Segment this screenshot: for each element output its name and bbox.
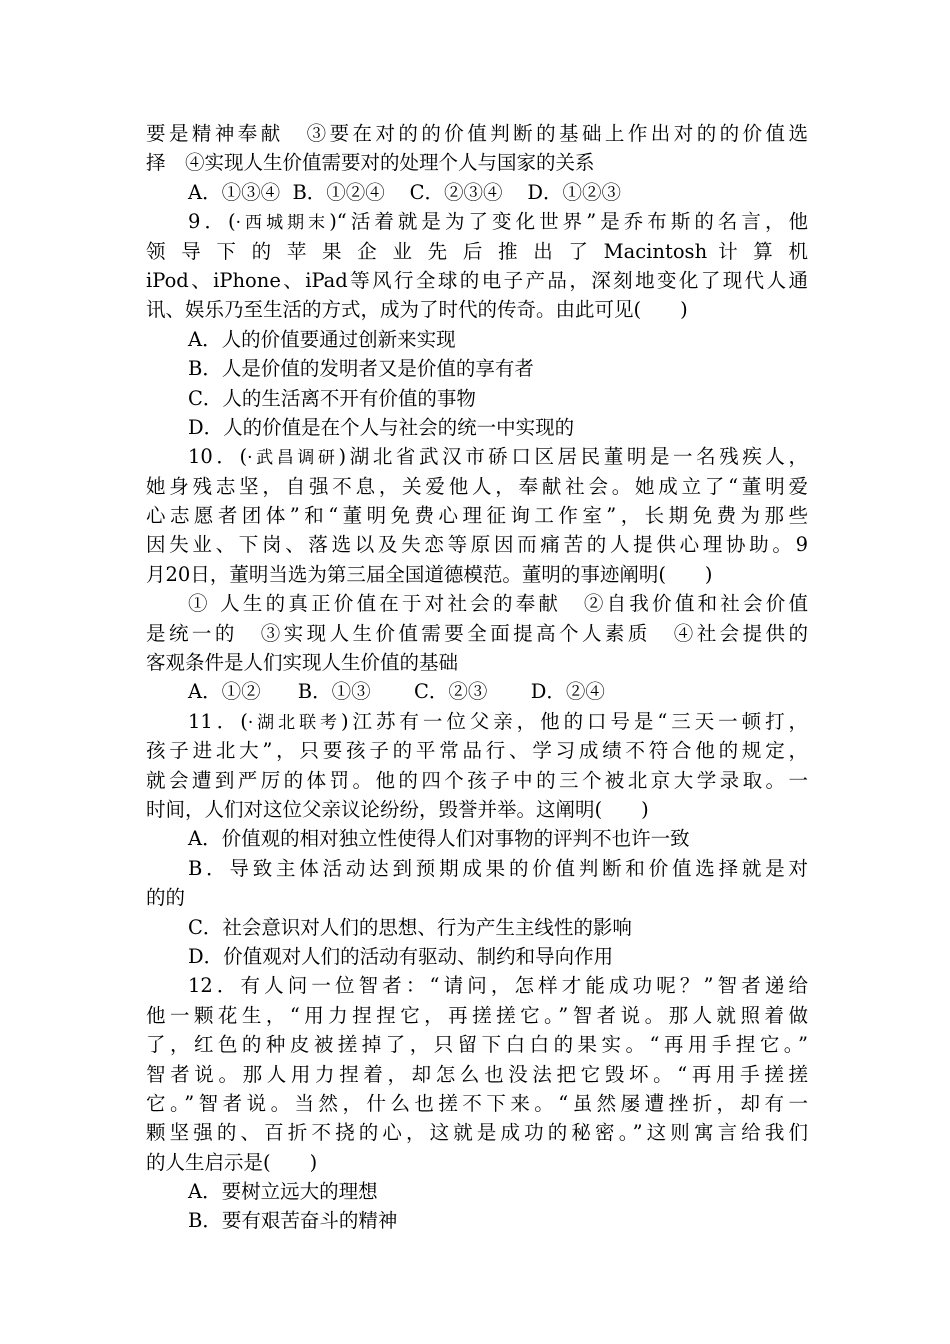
text-line: 12．有人问一位智者：“请问，怎样才能成功呢？”智者递给 xyxy=(188,974,808,998)
text-line: 它。”智者说。当然，什么也搓不下来。“虽然屡遭挫折，却有一 xyxy=(146,1091,808,1115)
text-line: B．导致主体活动达到预期成果的价值判断和价值选择就是对 xyxy=(188,856,808,880)
text-line: 择 ④实现人生价值需要对的处理个人与国家的关系 xyxy=(146,151,595,175)
text-line: iPod、iPhone、iPad等风行全球的电子产品，深刻地变化了现代人通 xyxy=(146,268,808,292)
text-line: ① 人生的真正价值在于对社会的奉献 ②自我价值和社会价值 xyxy=(188,592,808,616)
text-line: B．人是价值的发明者又是价值的享有者 xyxy=(188,357,534,381)
text-line: 她身残志坚，自强不息，关爱他人，奉献社会。她成立了“董明爱 xyxy=(146,474,808,498)
text-line: 心志愿者团体”和“董明免费心理征询工作室”，长期免费为那些 xyxy=(146,504,808,528)
text-line: D．价值观对人们的活动有驱动、制约和导向作用 xyxy=(188,944,614,968)
text-line: A．价值观的相对独立性使得人们对事物的评判不也许一致 xyxy=(188,827,690,851)
text-line: 就会遭到严厉的体罚。他的四个孩子中的三个被北京大学录取。一 xyxy=(146,768,808,792)
text-line: 颗坚强的、百折不挠的心，这就是成功的秘密。”这则寓言给我们 xyxy=(146,1121,808,1145)
text-line: B．要有艰苦奋斗的精神 xyxy=(188,1209,398,1233)
text-line: 时间，人们对这位父亲议论纷纷，毁誉并举。这阐明( ) xyxy=(146,797,649,821)
line-text: )“活着就是为了变化世界”是乔布斯的名言，他 xyxy=(329,210,809,234)
text-line: C．社会意识对人们的思想、行为产生主线性的影响 xyxy=(188,915,632,939)
text-line: C．人的生活离不开有价值的事物 xyxy=(188,386,476,410)
question-source: ·西城期末 xyxy=(235,213,330,234)
text-line: 的人生启示是( ) xyxy=(146,1150,318,1174)
question-number: 9．( xyxy=(188,210,236,234)
text-line: 孩子进北大”，只要孩子的平常品行、学习成绩不符合他的规定， xyxy=(146,739,808,763)
text-line xyxy=(146,207,808,236)
text-line: 因失业、下岗、落选以及失恋等原因而痛苦的人提供心理协助。9 xyxy=(146,533,808,557)
text-line: A．人的价值要通过创新来实现 xyxy=(188,327,456,351)
text-line: 月20日，董明当选为第三届全国道德模范。董明的事迹阐明( ) xyxy=(146,562,713,586)
text-line: 他一颗花生，“用力捏捏它，再搓搓它。”智者说。那人就照着做 xyxy=(146,1003,808,1027)
text-line: 要是精神奉献 ③要在对的的价值判断的基础上作出对的的价值选 xyxy=(146,122,808,145)
text-line: 是统一的 ③实现人生价值需要全面提高个人素质 ④社会提供的 xyxy=(146,621,808,645)
text-line: A．要树立远大的理想 xyxy=(188,1180,378,1204)
question-source: ·湖北联考 xyxy=(247,712,341,733)
text-line: A．①③④ B．①②④ C．②③④ D．①②③ xyxy=(188,180,621,204)
line-text: )湖北省武汉市硚口区居民董明是一名残疾人， xyxy=(338,445,809,469)
question-number: 10．( xyxy=(188,445,248,469)
text-line xyxy=(146,442,808,471)
text-line: 客观条件是人们实现人生价值的基础 xyxy=(146,651,459,675)
text-line: 了，红色的种皮被搓掉了，只留下白白的果实。“再用手捏它。” xyxy=(146,1033,808,1057)
text-line: 讯、娱乐乃至生活的方式，成为了时代的传奇。由此可见( ) xyxy=(146,298,688,322)
question-number: 11．( xyxy=(188,709,248,733)
document-body xyxy=(146,119,808,1236)
line-text: )江苏有一位父亲，他的口号是“三天一顿打， xyxy=(340,709,809,733)
text-line: 领 导 下 的 苹 果 企 业 先 后 推 出 了 Macintosh 计 算 机 xyxy=(146,239,808,263)
text-line xyxy=(146,707,808,736)
text-line: A．①② B．①③ C．②③ D．②④ xyxy=(188,680,605,704)
text-line: 智者说。那人用力捏着，却怎么也没法把它毁坏。“再用手搓搓 xyxy=(146,1062,808,1086)
text-line: D．人的价值是在个人与社会的统一中实现的 xyxy=(188,415,575,439)
question-source: ·武昌调研 xyxy=(247,448,339,469)
text-line: 的的 xyxy=(146,886,186,910)
